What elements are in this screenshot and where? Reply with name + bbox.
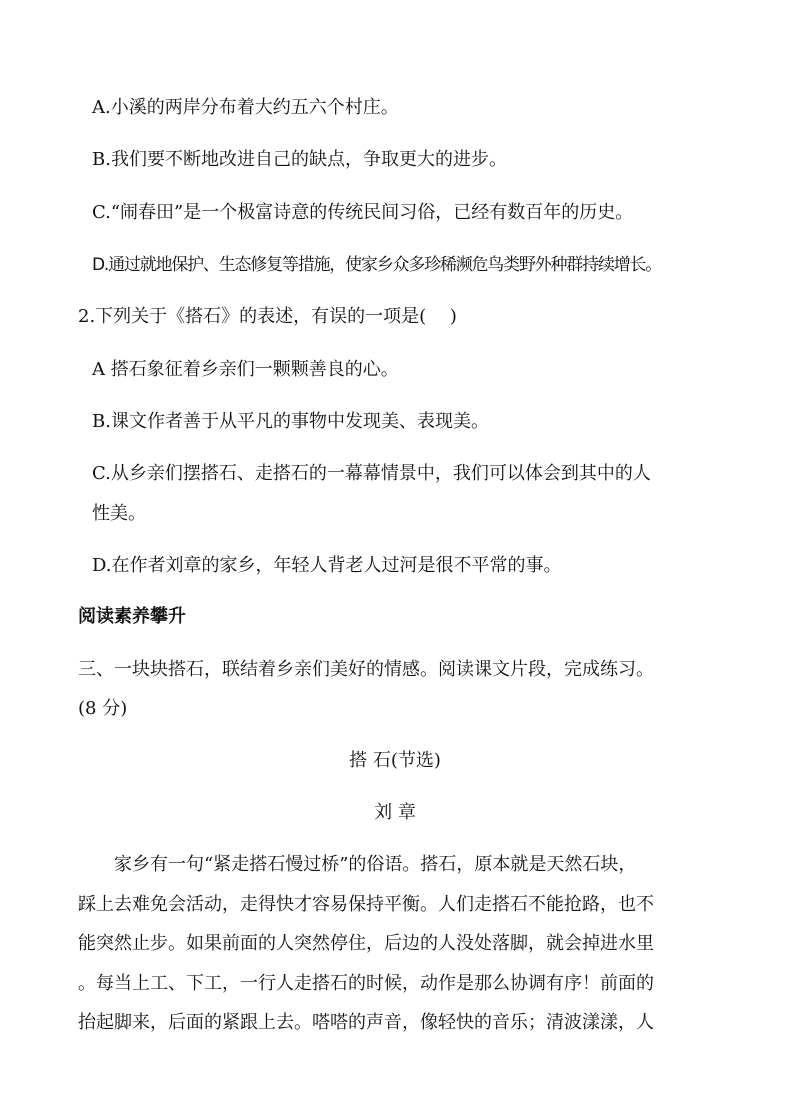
q3-stem-line1: 三、一块块搭石，联结着乡亲们美好的情感。阅读课文片段，完成练习。	[78, 659, 654, 680]
q2-option-c-line2: 性美。	[92, 503, 146, 524]
q2-option-b: B.课文作者善于从平凡的事物中发现美、表现美。	[92, 411, 489, 432]
passage-line: 家乡有一句“紧走搭石慢过桥”的俗语。搭石，原本就是天然石块，	[114, 854, 637, 875]
q2-option-c-line1: C.从乡亲们摆搭石、走搭石的一幕幕情景中，我们可以体会到其中的人	[92, 463, 651, 484]
passage-title: 搭 石(节选)	[349, 750, 441, 771]
section-heading: 阅读素养攀升	[78, 606, 186, 627]
q1-option-c: C.“闹春田”是一个极富诗意的传统民间习俗，已经有数百年的历史。	[92, 202, 634, 223]
q1-option-a: A.小溪的两岸分布着大约五六个村庄。	[92, 97, 399, 118]
q2-option-d: D.在作者刘章的家乡，年轻人背老人过河是很不平常的事。	[92, 555, 562, 576]
passage-line: 。每当上工、下工，一行人走搭石的时候，动作是那么协调有序！前面的	[78, 973, 654, 994]
q3-stem-line2: (8 分)	[78, 698, 128, 719]
passage-line: 能突然止步。如果前面的人突然停住，后边的人没处落脚，就会掉进水里	[78, 933, 654, 954]
passage-author: 刘 章	[374, 802, 416, 823]
q1-option-d: D.通过就地保护、生态修复等措施，使家乡众多珍稀濒危鸟类野外种群持续增长。	[92, 255, 662, 275]
q1-option-b: B.我们要不断地改进自己的缺点，争取更大的进步。	[92, 149, 507, 170]
q2-option-a: A 搭石象征着乡亲们一颗颗善良的心。	[92, 359, 399, 380]
passage-line: 踩上去难免会活动，走得快才容易保持平衡。人们走搭石不能抢路，也不	[78, 894, 654, 915]
passage-line: 抬起脚来，后面的紧跟上去。嗒嗒的声音，像轻快的音乐；清波漾漾，人	[78, 1012, 654, 1033]
q2-stem: 2.下列关于《搭石》的表述，有误的一项是( )	[78, 306, 457, 327]
